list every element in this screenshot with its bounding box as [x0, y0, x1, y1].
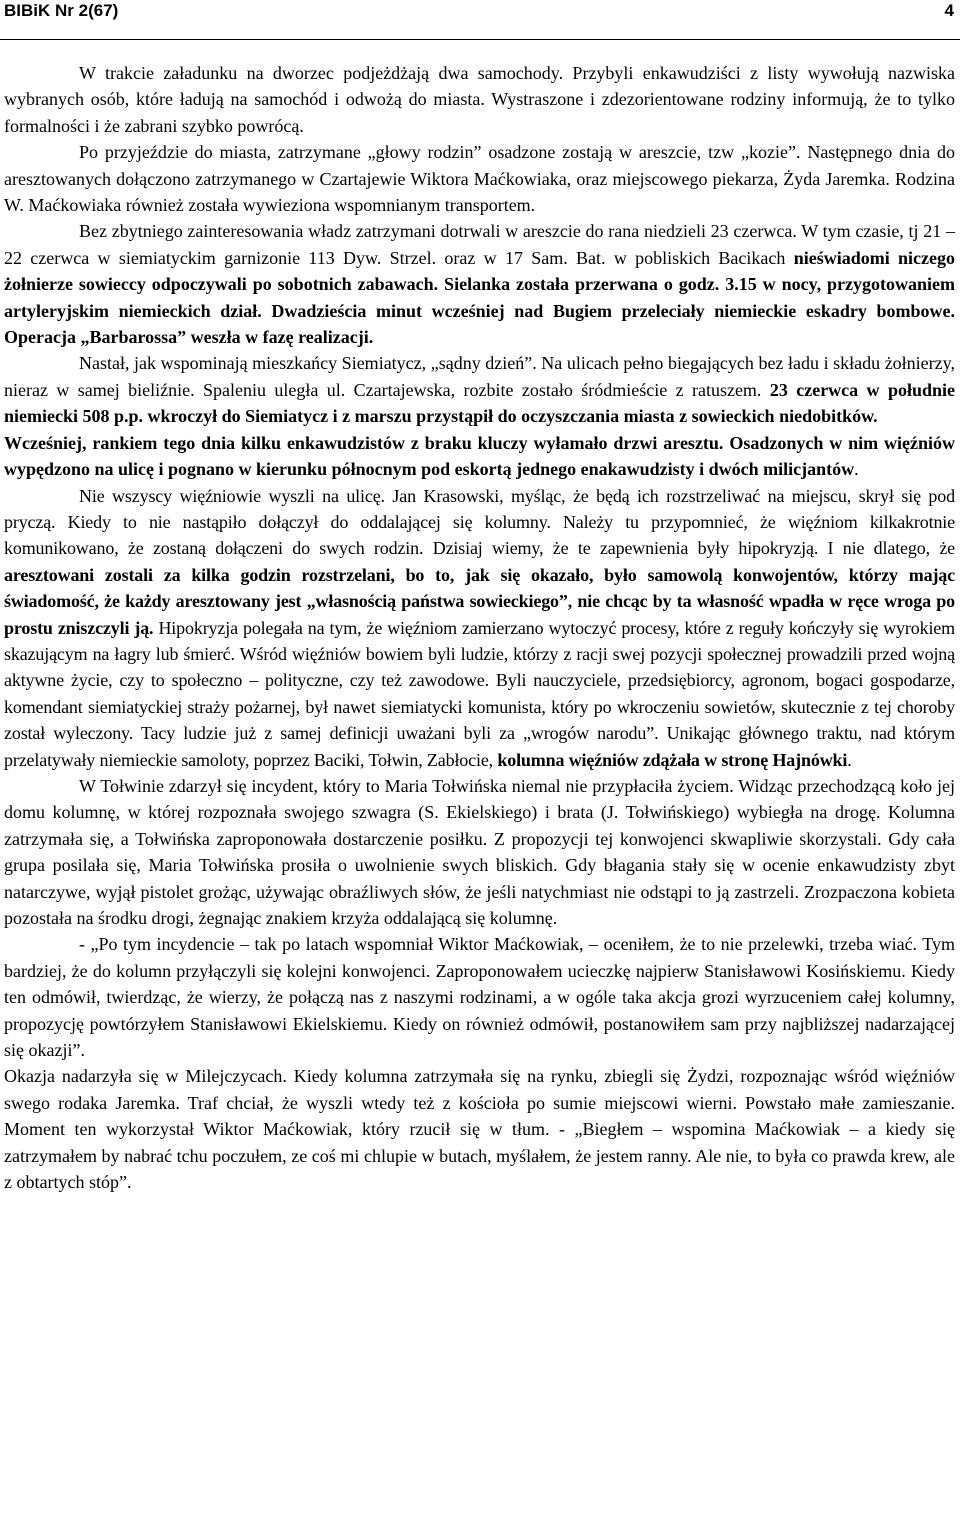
paragraph	[4, 1063, 955, 1195]
text-segment: W Tołwinie zdarzył się incydent, który to Maria Tołwińska niemal nie przypłaciła życiem. Widząc przechodzącą koło jej domu kolumnę, w której rozpoznała swojego szwagra (S. Ekielskiego) i brata (J. Tołwińskiego) wybiegła na drogę. Kolumna zatrzymała się, a Tołwińska zaproponowała dostarczenie posiłku. Z propozycji tej konwojenci skwapliwie skorzystali. Gdy cała grupa posilała się, Maria Tołwińska prosiła o uwolnienie swych bliskich. Gdy błagania stały się w ocenie enkawudzisty zbyt natarczywe, wyjął pistolet grożąc, używając obraźliwych słów, że jeśli natychmiast nie odstąpi to ją zastrzeli. Zrozpaczona kobieta pozostała na środku drogi, żegnając znakiem krzyża oddalającą się kolumnę.	[4, 775, 955, 928]
paragraph	[4, 218, 955, 350]
issue-label: BIBiK Nr 2(67)	[4, 1, 119, 20]
text-segment: Hipokryzja polegała na tym, że więźniom zamierzano wytoczyć procesy, które z reguły kończyły się wyrokiem skazującym na łagry lub śmierć. Wśród więźniów bowiem byli ludzie, którzy z racji swej pozycji społecznej prowadzili przed wojną aktywne życie, czy to społeczno – polityczne, czy też zawodowe. Byli nauczyciele, przedsiębiorcy, agronom, bogaci gospodarze, komendant siemiatyckiej straży pożarnej, był nawet siemiatycki komunista, który po wkroczeniu sowietów, skutecznie z tej choroby został wyleczony. Tacy ludzie już z samej definicji uważani byli za „wrogów narodu”. Unikając głównego traktu, nad którym przelatywały niemieckie samoloty, poprzez Baciki, Tołwin, Zabłocie,	[4, 617, 955, 770]
paragraph	[4, 931, 955, 1063]
bold-text-segment: Wcześniej, rankiem tego dnia kilku enkawudzistów z braku kluczy wyłamało drzwi aresztu. Osadzonych w nim więźniów wypędzono na ulicę i pognano w kierunku północnym pod eskortą jednego enakawudzisty i dwóch milicjantów	[4, 432, 955, 480]
paragraph	[4, 139, 955, 218]
paragraph	[4, 430, 955, 483]
text-segment: W trakcie załadunku na dworzec podjeżdżają dwa samochody. Przybyli enkawudziści z listy wywołują nazwiska wybranych osób, które ładują na samochód i odwożą do miasta. Wystraszone i zdezorientowane rodziny informują, że to tylko formalności i że zabrani szybko powrócą.	[4, 63, 955, 136]
text-segment: Po przyjeździe do miasta, zatrzymane „głowy rodzin” osadzone zostają w areszcie, tzw „kozie”. Następnego dnia do aresztowanych dołączono zatrzymanego w Czartajewie Wiktora Maćkowiaka, oraz miejscowego piekarza, Żyda Jaremka. Rodzina W. Maćkowiaka również została wywieziona wspomnianym transportem.	[4, 142, 955, 216]
article-body	[4, 60, 955, 1195]
text-segment: Nastał, jak wspominają mieszkańcy Siemiatycz, „sądny dzień”. Na ulicach pełno biegających bez ładu i składu żołnierzy, nieraz w samej bieliźnie. Spaleniu uległa ul. Czartajewska, rozbite zostało śródmieście z ratuszem.	[4, 353, 955, 400]
page-number: 4	[944, 1, 954, 20]
paragraph	[4, 350, 955, 429]
text-segment: Nie wszyscy więźniowie wyszli na ulicę. Jan Krasowski, myśląc, że będą ich rozstrzeliwać na miejscu, skrył się pod pryczą. Kiedy to nie nastąpiło dołączył do oddalającej się kolumny. Należy tu przypomnieć, że więźniom kilkakrotnie komunikowano, że zostaną dołączeni do swych rodzin. Dzisiaj wiemy, że te zapewnienia były hipokryzją. I nie dlatego, że	[4, 485, 955, 559]
paragraph	[4, 773, 955, 931]
text-segment: Okazja nadarzyła się w Milejczycach. Kiedy kolumna zatrzymała się na rynku, zbiegli się Żydzi, rozpoznając wśród więźniów swego rodaka Jaremka. Traf chciał, że wyszli wtedy też z kościoła po sumie miejscowi wierni. Powstało małe zamieszanie. Moment ten wykorzystał Wiktor Maćkowiak, który rzucił się w tłum. - „Biegłem – wspomina Maćkowiak – a kiedy się zatrzymałem by nabrać tchu poczułem, ze coś mi chlupie w butach, myślałem, że jestem ranny. Ale nie, to była co prawda krew, ale z obtartych stóp”.	[4, 1066, 955, 1193]
bold-text-segment: 23 czerwca w południe niemiecki 508 p.p. wkroczył do Siemiatycz i z marszu przystąpił do oczyszczania miasta z sowieckich niedobitków.	[4, 379, 955, 427]
paragraph	[4, 60, 955, 139]
text-segment: .	[847, 749, 852, 770]
text-segment: - „Po tym incydencie – tak po latach wspomniał Wiktor Maćkowiak, – oceniłem, że to nie przelewki, trzeba wiać. Tym bardziej, że do kolumn przyłączyli się kolejni konwojenci. Zaproponowałem ucieczkę najpierw Stanisławowi Kosińskiemu. Kiedy ten odmówił, twierdząc, że wierzy, że połączą nas z naszymi rodzinami, a w ogóle taka akcja grozi wyrzuceniem całej kolumny, propozycję powtórzyłem Stanisławowi Ekielskiemu. Kiedy on również odmówił, postanowiłem sam przy najbliższej nadarzającej się okazji”.	[4, 934, 955, 1061]
paragraph	[4, 483, 955, 773]
text-segment: Bez zbytniego zainteresowania władz zatrzymani dotrwali w areszcie do rana niedzieli 23 czerwca. W tym czasie, tj 21 – 22 czerwca w siemiatyckim garnizonie 113 Dyw. Strzel. oraz w 17 Sam. Bat. w pobliskich Bacikach	[4, 221, 955, 268]
bold-text-segment: kolumna więźniów zdążała w stronę Hajnówki	[497, 749, 848, 770]
bold-text-segment: aresztowani zostali za kilka godzin rozstrzelani, bo to, jak się okazało, było samowolą konwojentów, którzy mając świadomość, że każdy aresztowany jest „własnością państwa sowieckiego”, nie chcąc by ta własność wpadła w ręce wroga po prostu zniszczyli ją.	[4, 564, 955, 638]
text-segment: .	[854, 459, 859, 480]
bold-text-segment: nieświadomi niczego żołnierze sowieccy odpoczywali po sobotnich zabawach. Sielanka została przerwana o godz. 3.15 w nocy, przygotowaniem artyleryjskim niemieckich dział. Dwadzieścia minut wcześniej nad Bugiem przeleciały niemieckie eskadry bombowe. Operacja „Barbarossa” weszła w fazę realizacji.	[4, 247, 955, 348]
page-header	[0, 0, 960, 40]
